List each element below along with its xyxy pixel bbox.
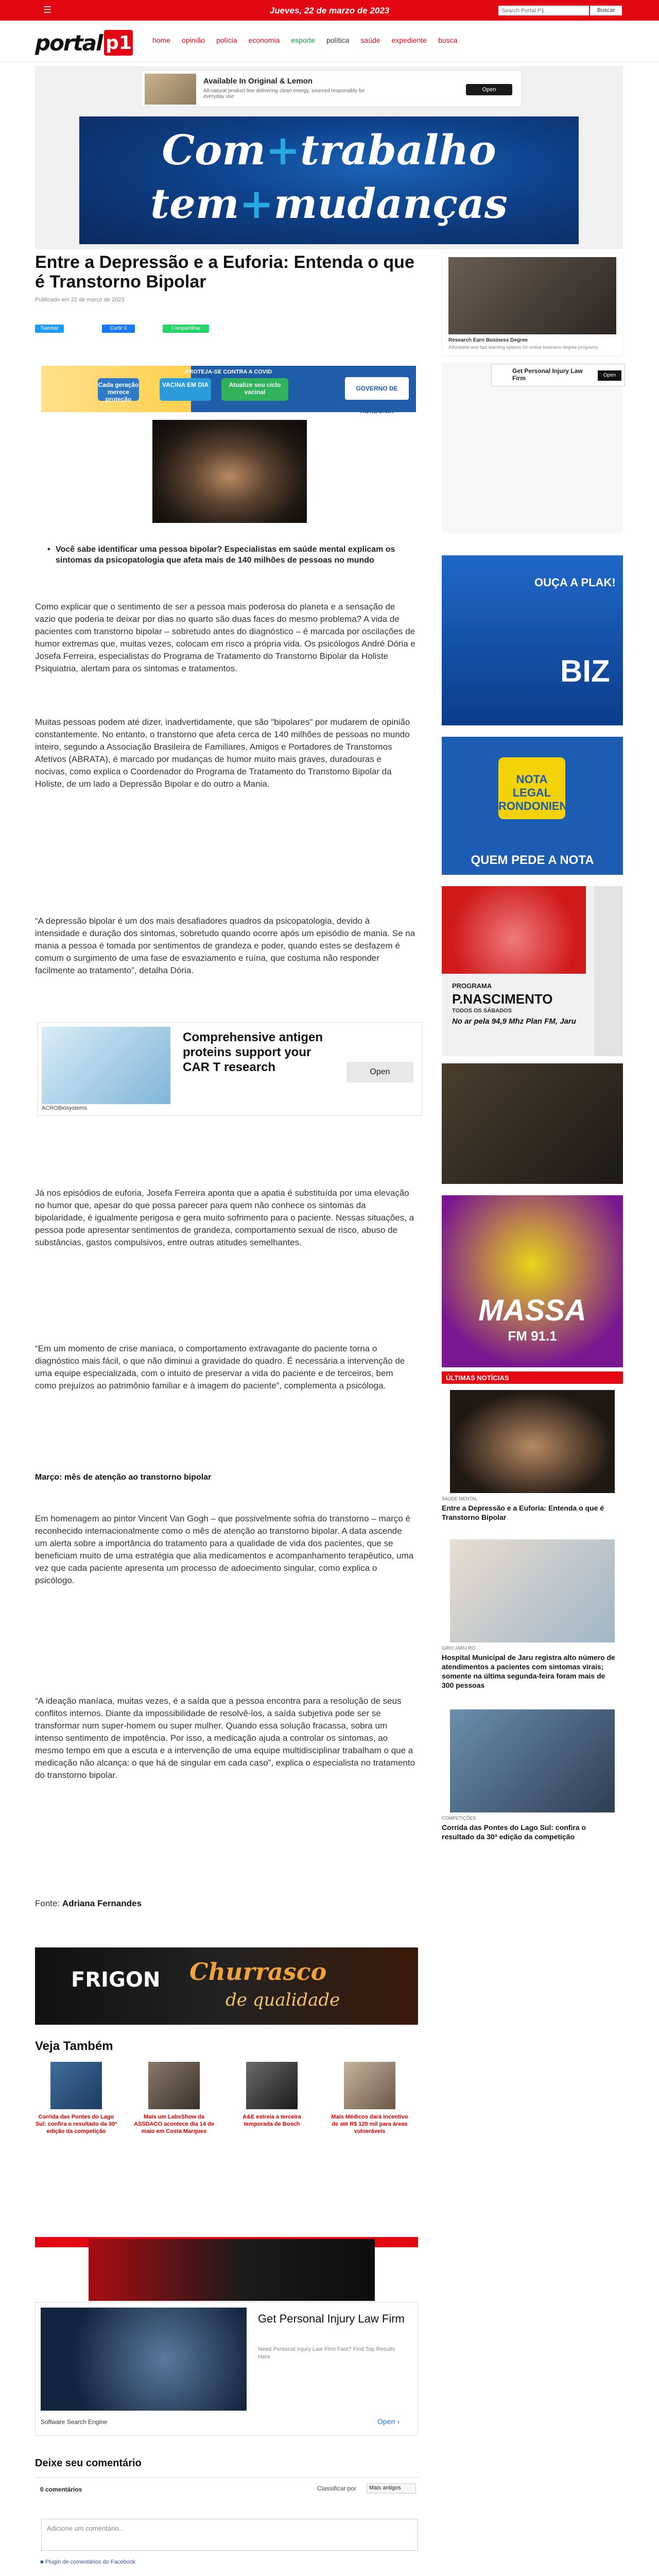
related-item[interactable] <box>231 2062 313 2128</box>
comment-input[interactable]: Adicione um comentário... <box>41 2519 418 2551</box>
sidebar-ad-degree[interactable] <box>442 252 623 357</box>
latest-news-title: Entre a Depressão e a Euforia: Entenda o que é Transtorno Bipolar <box>442 1504 604 1521</box>
article-source: Fonte: Adriana Fernandes <box>35 1899 142 1908</box>
whatsapp-share-button[interactable]: Compartilhar <box>163 325 209 333</box>
promo-box-3: Atualize seu ciclo vacinal <box>221 378 288 401</box>
programa-label: PROGRAMA <box>452 982 492 990</box>
ad-open-link[interactable]: Open › <box>377 2417 400 2426</box>
ad-headline: Comprehensive antigen proteins support your CAR T research <box>183 1030 323 1074</box>
related-thumb <box>50 2062 102 2109</box>
article-paragraph-1: Como explicar que o sentimento de ser a pessoa mais poderosa do planeta e a sensação de vazio que poderia te deixar por dias no quarto são duas faces do mesmo problema? A vida de pacientes com transtorno bipolar – sobretudo antes do diagnóstico – é marcada por oscilações de humor extremas que, muitas vezes, colocam em risco a própria vida. Os psicólogos André Dória e Josefa Ferreira, especialistas do Programa de Tratamento do Transtorno Bipolar da Holiste Psiquiatria, alertam para os sintomas e tratamentos. <box>35 602 415 673</box>
tweet-button[interactable]: Tweetar <box>35 325 64 333</box>
programa-side-strip <box>594 886 623 1056</box>
hamburger-icon[interactable]: ☰ <box>43 5 52 15</box>
article-paragraph-4: Já nos episódios de euforia, Josefa Ferreira aponta que a apatia é substituída por uma elevação no humor que, apesar do que possa parecer para quem não conhece os sintomas da bipolaridade, é igualmente perigosa e gera muito sofrimento para o paciente. Nessas situações, a pessoa pode apresentar sentimentos de grandeza, comportamento sexual de risco, abuso de substâncias, gastos compulsivos, entre outras atitudes semelhantes. <box>35 1188 414 1247</box>
latest-news-category: SAÚDE MENTAL <box>442 1496 478 1501</box>
related-list <box>35 2062 418 2149</box>
sort-select[interactable]: Mais antigos <box>367 2483 416 2494</box>
programa-schedule: TODOS OS SÁBADOS <box>452 1008 512 1014</box>
sidebar-ad-title: Research Earn Business Degree <box>448 337 528 343</box>
latest-news-image <box>450 1390 615 1493</box>
promo-state-logo: GOVERNO DE RONDÔNIA <box>345 377 409 400</box>
related-item[interactable] <box>133 2062 215 2135</box>
ad-source: ACROBiosystems <box>42 1105 88 1111</box>
nav-saude[interactable]: saúde <box>360 36 380 44</box>
massa-frequency: FM 91.1 <box>508 1328 557 1344</box>
promo-box-2: VACINA EM DIA <box>160 378 211 401</box>
related-caption: Corrida das Pontes do Lago Sul: confira o resultado da 30ª edição da competição <box>35 2114 117 2134</box>
sidebar-ad-massa-fm[interactable] <box>442 1195 623 1367</box>
massa-name: MASSA <box>478 1294 586 1327</box>
promo-header: PROTEJA-SE CONTRA A COVID <box>185 369 272 375</box>
nav-politica[interactable]: política <box>326 36 350 44</box>
law-firm-ad[interactable] <box>35 2302 418 2436</box>
ad-description: Need Personal Injury Law Firm Fast? Find Top Results Here <box>258 2346 395 2360</box>
nav-expediente[interactable]: expediente <box>391 36 427 44</box>
sort-label: Classificar por <box>317 2485 357 2492</box>
programa-photo <box>442 886 586 974</box>
ad94-title: OUÇA A PLAK! <box>534 576 616 589</box>
nota-cta: QUEM PEDE A NOTA <box>471 853 594 867</box>
related-item[interactable] <box>328 2062 411 2135</box>
comments-count: 0 comentários <box>40 2486 82 2493</box>
nav-policia[interactable]: polícia <box>216 36 237 44</box>
hero-line-1: Com+trabalho <box>162 126 496 174</box>
article <box>35 252 424 2565</box>
sidebar-blank-ad <box>442 363 623 533</box>
nav-busca[interactable]: busca <box>438 36 458 44</box>
site-header <box>0 21 659 62</box>
related-thumb <box>148 2062 200 2109</box>
ad-text: All-natural product line delivering clean energy, sourced responsibly for everyday use <box>203 88 365 99</box>
ad-source: Software Search Engine <box>41 2418 108 2426</box>
ad-thumbnail <box>145 74 196 105</box>
related-title: Veja Também <box>35 2039 113 2053</box>
latest-news-image <box>450 1539 615 1642</box>
ad94-big: BIZ <box>560 654 610 688</box>
frigon-text-1: Churrasco <box>189 1958 327 1986</box>
latest-news-header: ÚLTIMAS NOTÍCIAS <box>442 1371 623 1384</box>
top-bar <box>0 0 659 21</box>
ad-image <box>41 2308 247 2411</box>
covid-promo-banner[interactable] <box>41 366 416 415</box>
site-logo[interactable] <box>35 29 133 57</box>
logo-box: p1 <box>104 30 133 56</box>
latest-news-category: GIRO JARU RO <box>442 1646 476 1651</box>
main-nav <box>152 36 457 44</box>
latest-news-category: COMPETIÇÕES <box>442 1816 476 1821</box>
source-name: Adriana Fernandes <box>62 1899 142 1908</box>
related-item[interactable] <box>35 2062 117 2135</box>
related-thumb <box>246 2062 298 2109</box>
article-title: Entre a Depressão e a Euforia: Entenda o que é Transtorno Bipolar <box>35 252 414 292</box>
programa-name: P.NASCIMENTO <box>452 991 553 1007</box>
article-paragraph-6: Em homenagem ao pintor Vincent Van Gogh – que possivelmente sofria do transtorno – março é reconhecido internacionalmente como o mês de atenção ao transtorno bipolar. A data ascende um alerta sobre a importância do tratamento para a qualidade de vida dos pacientes, que se beneficiam muito de uma estratégia que alia medicamentos e acompanhamento terapêutico, uma vez que cada paciente apresenta um processo de adoecimento singular, como explica o psicólogo. <box>35 1514 414 1585</box>
article-paragraph-7: “A ideação maníaca, muitas vezes, é a saída que a pessoa encontra para a resolução de seus conflitos internos. Diante da impossibilidade de resolvê-los, a saída subjetiva pode ser se transformar num super-homem ou super mulher. Quando essa solução fracassa, sobra um intenso sentimento de impotência. Por isso, a medicação ajuda a controlar os sintomas, ao mesmo tempo em que a escuta e a intervenção de uma equipe multidisciplinar trabalham o que a medicação não alcança: o que há de singular em cada caso”, explica o especialista no tratamento do transtorno bipolar. <box>35 1696 415 1780</box>
sidebar-ad-94plak[interactable] <box>442 555 623 725</box>
sidebar-ad-studio[interactable] <box>442 1063 623 1184</box>
ad-open-button[interactable]: Open <box>346 1062 413 1082</box>
promo-box-1: Cada geração merece proteção <box>98 378 139 401</box>
comments-title: Deixe seu comentário <box>35 2458 142 2469</box>
sidebar-ad-desc: Affordable and fast learning options for online business degree programs <box>448 345 598 350</box>
sidebar-ad-programa[interactable] <box>442 886 623 1056</box>
latest-news-image <box>450 1709 615 1812</box>
facebook-icon: ■ <box>40 2559 44 2565</box>
sidebar-ad-image <box>448 257 616 334</box>
popup-title: Get Personal Injury Law Firm <box>512 367 583 382</box>
latest-news-title: Hospital Municipal de Jaru registra alto número de atendimentos a pacientes com sintomas virais; somente na última segunda-feira foram mais de 300 pessoas <box>442 1653 615 1689</box>
current-date: Jueves, 22 de marzo de 2023 <box>269 6 390 15</box>
article-subheading: Março: mês de atenção ao transtorno bipolar <box>35 1473 212 1482</box>
article-paragraph-2: Muitas pessoas podem até dizer, inadvertidamente, que são "bipolares" por mudarem de opinião constantemente. No entanto, o transtorno que afeta cerca de 140 milhões de pessoas no mundo inteiro, segundo a Associação Brasileira de Familiares, Amigos e Portadores de Transtornos Afetivos (ABRATA), é marcado por mudanças de humor muito mais graves, duradouras e nocivas, como explica o Coordenador do Programa de Tratamento do Transtorno Bipolar da Holiste, de um lado a Depressão Bipolar e do outro a Mania. <box>35 717 410 789</box>
search-input[interactable] <box>498 6 589 15</box>
nav-esporte[interactable]: esporte <box>291 36 316 44</box>
ad-open-button[interactable]: Open <box>466 84 512 95</box>
hero-banner[interactable] <box>79 116 579 244</box>
nav-opiniao[interactable]: opinião <box>182 36 205 44</box>
facebook-plugin-link[interactable]: ■ Plugin de comentários do Facebook <box>40 2559 136 2565</box>
hero-line-2: tem+mudanças <box>150 179 508 228</box>
ad-headline: Get Personal Injury Law Firm <box>258 2312 405 2325</box>
related-caption: Mais Médicos dará incentivo de até R$ 120 mil para áreas vulneráveis <box>331 2114 408 2134</box>
logo-word: portal <box>35 30 102 56</box>
programa-frequency: No ar pela 94,9 Mhz Plan FM, Jaru <box>452 1017 576 1026</box>
latest-news-title: Corrida das Pontes do Lago Sul: confira o resultado da 30ª edição da competição <box>442 1823 586 1841</box>
article-paragraph-5: “Em um momento de crise maníaca, o comportamento extravagante do paciente torna o diagnóstico mais fácil, o que não diminui a gravidade do quadro. É necessária a intervenção de uma equipe especializada, com o intuito de preservar a vida do paciente e de terceiros, bem como prejuízos ao patrimônio familiar e à imagem do paciente”, complementa a psicóloga. <box>35 1344 405 1391</box>
article-summary: • Você sabe identificar uma pessoa bipolar? Especialistas em saúde mental explicam os sintomas da psicopatologia que afeta mais de 140 milhões de pessoas no mundo <box>56 544 416 566</box>
sidebar-ad-nota-legal[interactable] <box>442 737 623 875</box>
publish-date: Publicado em 22 de março de 2023 <box>35 297 125 303</box>
related-caption: Mais um LabsShow da ASSDACO acontece dia 14 de maio em Costa Marques <box>134 2114 214 2134</box>
ad-title: Available In Original & Lemon <box>203 77 313 86</box>
comments-section <box>35 2477 418 2576</box>
frigon-brand: FRIGON <box>71 1968 161 1992</box>
banner-zone <box>35 66 623 249</box>
floating-ad-popup[interactable] <box>491 364 625 386</box>
chevron-right-icon: › <box>397 2417 400 2426</box>
frigon-ad[interactable] <box>35 1947 418 2025</box>
related-caption: A&E estreia a terceira temporada de Bosch <box>242 2114 301 2127</box>
nav-economia[interactable]: economia <box>248 36 280 44</box>
like-button[interactable]: Curtir 0 <box>102 325 135 333</box>
nota-logo: NOTA LEGAL RONDONIENSE <box>498 757 565 819</box>
ad-image <box>42 1027 170 1104</box>
frigon-text-2: de qualidade <box>226 1990 340 2010</box>
article-image <box>152 420 307 523</box>
search-button[interactable]: Buscar <box>590 6 622 15</box>
related-thumb <box>344 2062 395 2109</box>
antigen-ad[interactable] <box>37 1022 422 1116</box>
nav-home[interactable]: home <box>152 36 171 44</box>
top-ad[interactable] <box>141 70 522 107</box>
red-ad-image[interactable] <box>89 2239 375 2301</box>
article-paragraph-3: “A depressão bipolar é um dos mais desafiadores quadros da psicopatologia, devido à intensidade e duração dos sintomas, sobretudo quando ocorre após um episódio de mania. Se na mania a pessoa é tomada por sentimentos de grandeza e poder, quando estes se desfazem é comum o surgimento de uma fase de esvaziamento e ruína, que costuma não responder facilmente ao tratamento”, detalha Dória. <box>35 916 415 975</box>
popup-open-button[interactable]: Open <box>598 370 621 381</box>
